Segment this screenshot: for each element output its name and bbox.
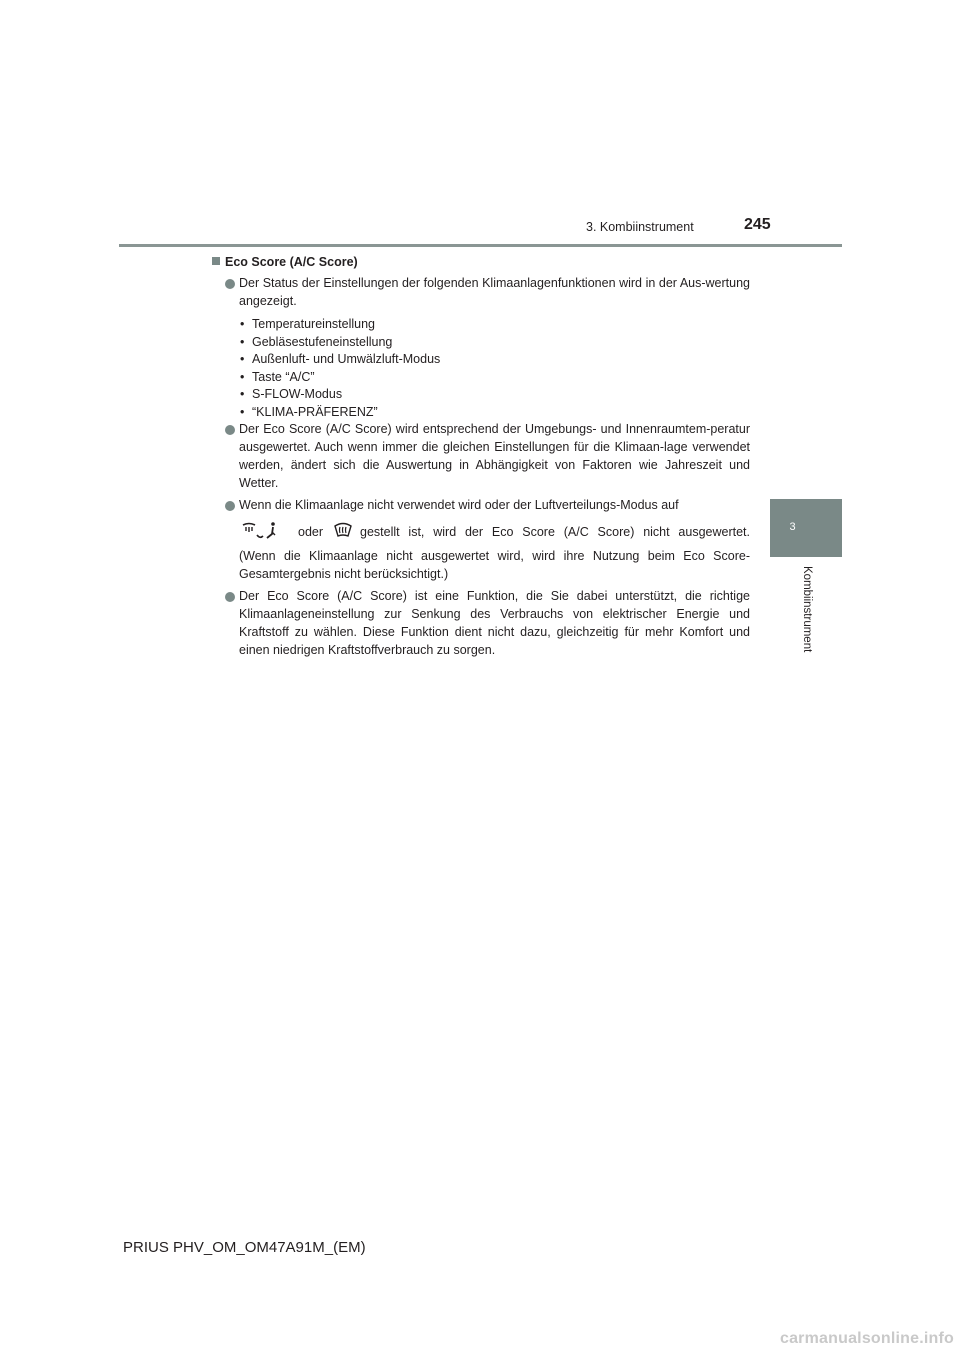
header-divider	[119, 244, 842, 247]
chapter-side-label: Kombiinstrument	[801, 566, 813, 653]
page-number: 245	[744, 216, 771, 233]
paragraph-not-used-note: (Wenn die Klimaanlage nicht ausgewertet wird, wird ihre Nutzung beim Eco Score-Gesamtergebnis nicht berücksichtigt.)	[239, 549, 750, 581]
list-item: • Außenluft- und Umwälzluft-Modus	[240, 352, 441, 367]
chapter-side-label-wrap	[800, 566, 814, 666]
heading-text: Eco Score (A/C Score)	[225, 255, 358, 269]
paragraph-status: Der Status der Einstellungen der folgenden Klimaanlagenfunktionen wird in der Aus-wertung angezeigt.	[239, 276, 750, 308]
windshield-feet-airflow-icon	[241, 521, 279, 543]
bullet-dot-icon	[225, 279, 235, 289]
paragraph-not-used-line1: Wenn die Klimaanlage nicht verwendet wird oder der Luftverteilungs-Modus auf	[239, 498, 679, 512]
list-item: • S-FLOW-Modus	[240, 387, 343, 402]
heading-square-marker	[212, 257, 220, 265]
chapter-number: 3	[789, 521, 796, 533]
list-item: • Temperatureinstellung	[240, 317, 375, 331]
document-code: PRIUS PHV_OM_OM47A91M_(EM)	[123, 1239, 366, 1256]
airflow-mode-row	[239, 521, 750, 543]
bullet-dot-icon	[225, 592, 235, 602]
windshield-defrost-icon	[334, 521, 352, 543]
list-item: • Taste “A/C”	[240, 369, 315, 384]
section-title: 3. Kombiinstrument	[586, 220, 694, 234]
list-item: • Gebläsestufeneinstellung	[240, 334, 393, 349]
bullet-dot-icon	[225, 501, 235, 511]
chapter-tab	[770, 499, 842, 557]
bullet-dot-icon	[225, 425, 235, 435]
settings-list	[240, 316, 440, 422]
paragraph-evaluation: Der Eco Score (A/C Score) wird entsprechend der Umgebungs- und Innenraumtem-peratur ausgewertet. Auch wenn immer die gleichen Einstellungen für die Klimaan-lage verwendet werden, ändert sich die Auswertung in Abhängigkeit von Faktoren wie Jahreszeit und Wetter.	[239, 422, 750, 490]
paragraph-function-purpose: Der Eco Score (A/C Score) ist eine Funktion, die Sie dabei unterstützt, die richtige Klimaanlageneinstellung zur Senkung des Verbrauchs von elektrischer Energie und Kraftstoff zu wählen. Diese Funktion dient nicht dazu, gleichzeitig für mehr Komfort und einen niedrigen Kraftstoffverbrauch zu sorgen.	[239, 589, 750, 657]
not-evaluated-text: gestellt ist, wird der Eco Score (A/C Score) nicht ausgewertet.	[360, 525, 750, 539]
section-heading	[212, 255, 358, 269]
watermark: carmanualsonline.info	[779, 1330, 954, 1347]
list-item: • “KLIMA-PRÄFERENZ”	[240, 404, 378, 419]
or-text: oder	[298, 525, 324, 539]
